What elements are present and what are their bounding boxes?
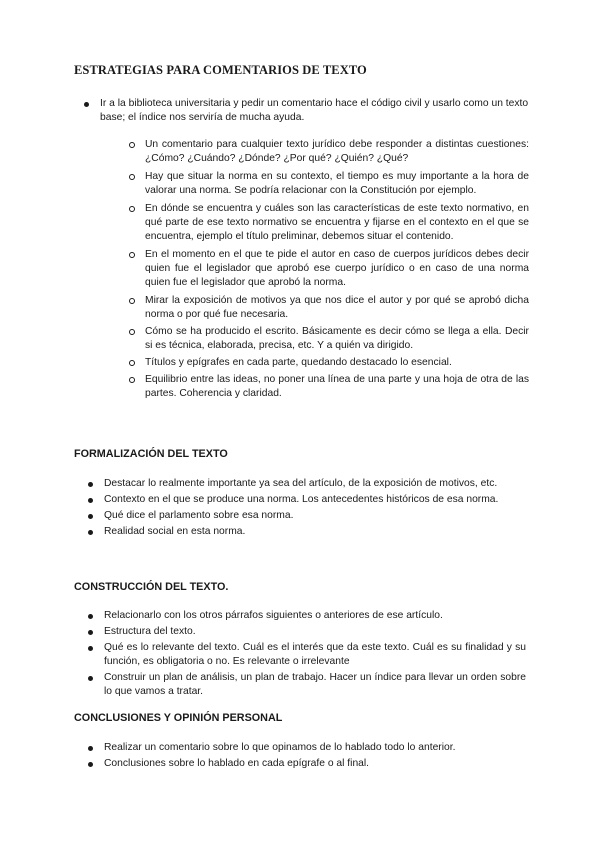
list-item: Títulos y epígrafes en cada parte, quedando destacado lo esencial.	[129, 356, 529, 370]
intro-sub-list	[129, 138, 529, 401]
list-item: Estructura del texto.	[86, 625, 526, 639]
formalizacion-list	[86, 477, 526, 539]
list-item: Equilibrio entre las ideas, no poner una línea de una parte y una hoja de otra de las partes. Coherencia y claridad.	[129, 373, 529, 401]
list-item: Mirar la exposición de motivos ya que nos dice el autor y por qué se aprobó dicha norma o por qué fue necesaria.	[129, 294, 529, 322]
list-item: Qué es lo relevante del texto. Cuál es el interés que da este texto. Cuál es su finalidad y su función, es obligatoria o no. Es relevante o irrelevante	[86, 641, 526, 669]
document-title: ESTRATEGIAS PARA COMENTARIOS DE TEXTO	[74, 63, 367, 77]
list-item: Realidad social en esta norma.	[86, 525, 526, 539]
list-item: Destacar lo realmente importante ya sea del artículo, de la exposición de motivos, etc.	[86, 477, 526, 491]
intro-list	[82, 97, 530, 125]
conclusiones-list	[86, 741, 526, 771]
list-item: Ir a la biblioteca universitaria y pedir un comentario hace el código civil y usarlo como un texto base; el índice nos serviría de mucha ayuda.	[82, 97, 530, 125]
list-item: Realizar un comentario sobre lo que opinamos de lo hablado todo lo anterior.	[86, 741, 526, 755]
list-item: Contexto en el que se produce una norma. Los antecedentes históricos de esa norma.	[86, 493, 526, 507]
list-item: En dónde se encuentra y cuáles son las características de este texto normativo, en qué parte de ese texto normativo se encuentra y fijarse en el contexto en el que se encuentra, ejemplo el título preliminar, debemos situar el contenido.	[129, 202, 529, 244]
list-item: Conclusiones sobre lo hablado en cada epígrafe o al final.	[86, 757, 526, 771]
list-item: Cómo se ha producido el escrito. Básicamente es decir cómo se llega a ella. Decir si es técnica, elaborada, precisa, etc. Y a quién va dirigido.	[129, 325, 529, 353]
list-item: Construir un plan de análisis, un plan de trabajo. Hacer un índice para llevar un orden sobre lo que vamos a tratar.	[86, 671, 526, 699]
section-heading-construccion: CONSTRUCCIÓN DEL TEXTO.	[74, 581, 229, 593]
list-item: Hay que situar la norma en su contexto, el tiempo es muy importante a la hora de valorar una norma. Se podría relacionar con la Constitución por ejemplo.	[129, 170, 529, 198]
construccion-list	[86, 609, 526, 699]
list-item: Qué dice el parlamento sobre esa norma.	[86, 509, 526, 523]
section-heading-conclusiones: CONCLUSIONES Y OPINIÓN PERSONAL	[74, 712, 283, 724]
list-item: Relacionarlo con los otros párrafos siguientes o anteriores de ese artículo.	[86, 609, 526, 623]
section-heading-formalizacion: FORMALIZACIÓN DEL TEXTO	[74, 448, 228, 460]
list-item: En el momento en el que te pide el autor en caso de cuerpos jurídicos debes decir quien fue el legislador que aprobó ese cuerpo jurídico o en caso de una norma quien fue el legislador que aprobó la norma.	[129, 248, 529, 290]
list-item: Un comentario para cualquier texto jurídico debe responder a distintas cuestiones: ¿Cómo? ¿Cuándo? ¿Dónde? ¿Por qué? ¿Quién? ¿Qué?	[129, 138, 529, 166]
